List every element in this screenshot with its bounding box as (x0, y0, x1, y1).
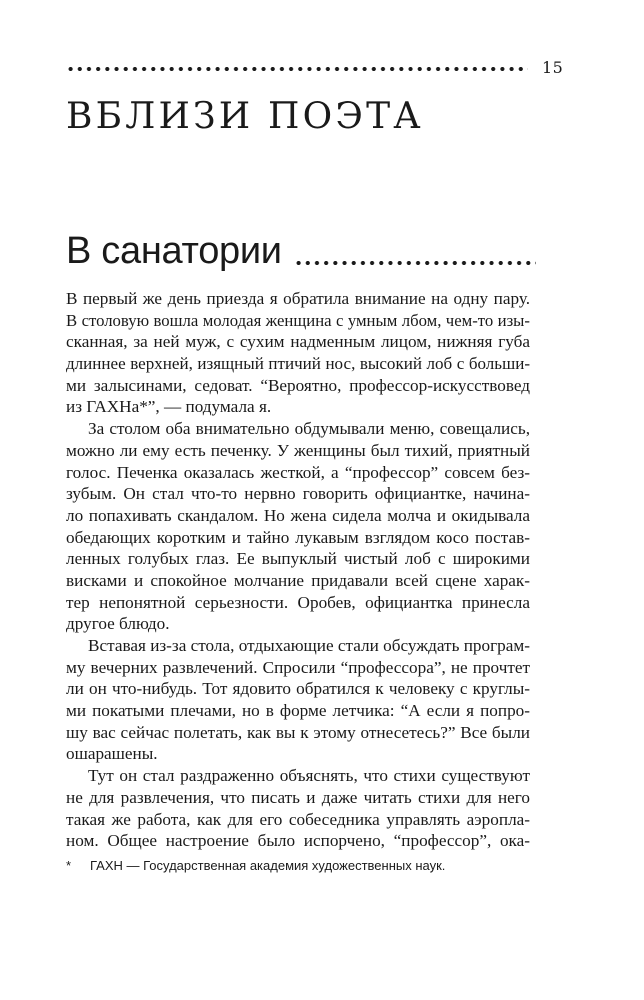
text-line: сканная, за ней муж, с сухим надменным лицом, нижняя губа (66, 332, 530, 352)
text-line: Вставая из-за стола, отдыхающие стали обсуждать програм- (88, 636, 530, 655)
text-line: обедающих коротким и тайно лукавым взглядом косо постав- (66, 527, 530, 547)
section-title: В санатории (66, 230, 282, 272)
heading-dotted-leader (294, 260, 536, 266)
text-line: зубым. Он стал что-то нервно говорить официантке, начина- (66, 484, 530, 504)
text-line: ли он что-нибудь. Тот ядовито обратился к человеку с круглы- (66, 679, 530, 699)
text-line: можно ли ему есть печенку. У женщины был тихий, приятный (66, 440, 530, 460)
body-text (66, 288, 530, 852)
text-line: из ГАХНа*”, — подумала я. (66, 397, 272, 417)
text-line: другое блюдо. (66, 614, 170, 634)
text-line: ло попахивать скандалом. Но жена сидела молча и окидывала (66, 505, 530, 525)
text-line: длиннее верхней, изящный птичий нос, высокий лоб с больши- (66, 354, 530, 374)
text-line: не для развлечения, что писать и даже читать стихи для него (66, 787, 530, 807)
text-line: такая же работа, как для его собеседника управлять аэропла- (66, 809, 530, 829)
section-heading (66, 228, 536, 274)
running-title: ВБЛИЗИ ПОЭТА (66, 96, 424, 137)
text-line: ми покатыми плечами, но в форме летчика: “А если я попро- (66, 701, 530, 721)
text-line: За столом оба внимательно обдумывали меню, совещались, (88, 419, 530, 439)
footnote-mark: * (66, 858, 72, 873)
text-line: ми залысинами, седоват. “Вероятно, профессор-искусствовед (66, 375, 530, 395)
text-line: Тут он стал раздраженно объяснять, что стихи существуют (88, 766, 530, 786)
text-line: ном. Общее настроение было испорчено, “профессор”, ока- (66, 831, 530, 851)
text-line: ленных голубых глаз. Ее выпуклый чистый лоб с широкими (66, 549, 530, 569)
footnote-text: ГАХН — Государственная академия художественных наук. (90, 858, 446, 873)
text-line: му вечерних развлечений. Спросили “профессора”, не прочтет (66, 657, 530, 677)
text-line: ошарашены. (66, 744, 158, 764)
page-number: 15 (542, 58, 564, 77)
footnote (66, 857, 536, 875)
text-line: тер непонятной серьезности. Оробев, официантка принесла (66, 592, 530, 612)
text-line: В столовую вошла молодая женщина с умным лбом, чем-то изы- (66, 310, 530, 330)
top-dotted-rule (66, 66, 528, 72)
text-line: В первый же день приезда я обратила внимание на одну пару. (66, 289, 530, 308)
text-line: висками и спокойное молчание придавали всей сцене харак- (66, 570, 530, 590)
text-line: голос. Печенка оказалась жесткой, а “профессор” совсем без- (66, 462, 530, 482)
text-line: шу вас сейчас полетать, как вы к этому отнесетесь?” Все были (66, 722, 530, 742)
